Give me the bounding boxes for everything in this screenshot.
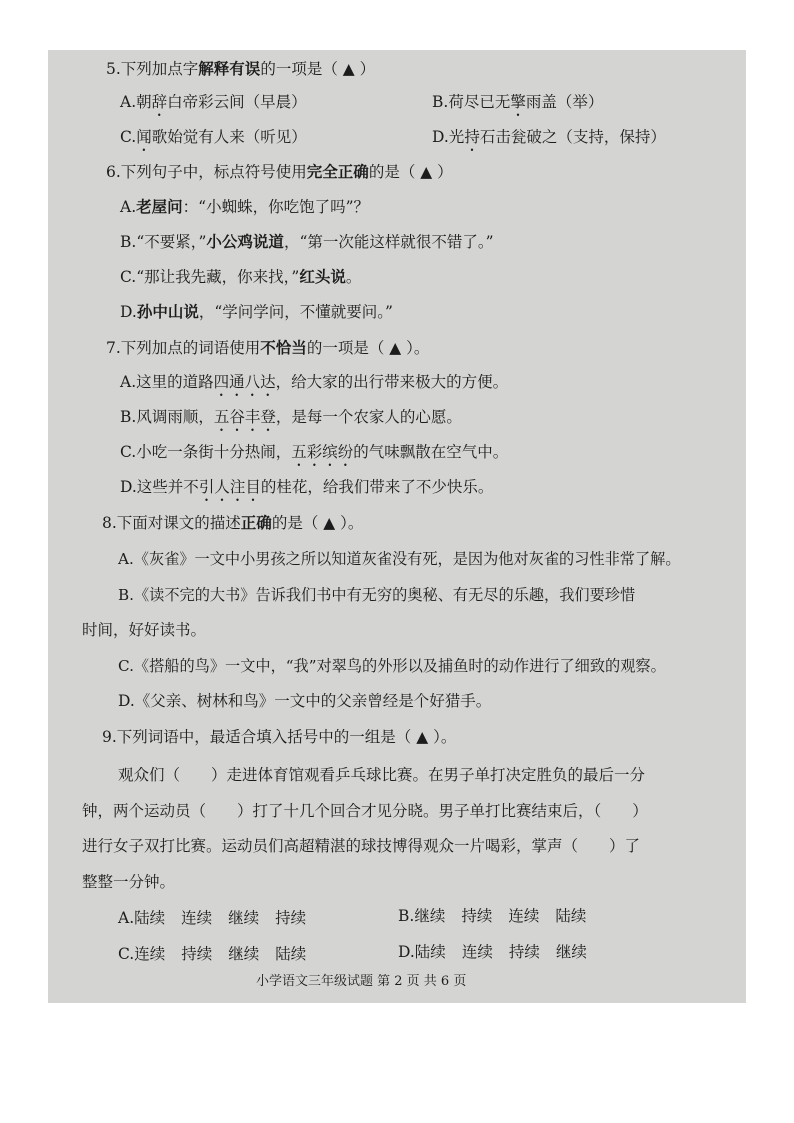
q6-option-d: D.孙中山说，“学问学问，不懂就要问。” xyxy=(120,302,393,321)
question-8-stem: 8.下面对课文的描述正确的是（ ▲ ）。 xyxy=(102,513,364,532)
q8-option-b: B.《读不完的大书》告诉我们书中有无穷的奥秘、有无尽的乐趣，我们要珍惜 xyxy=(118,586,636,604)
q6-option-c: C.“那让我先藏，你来找，”红头说。 xyxy=(120,267,362,286)
q9-passage-line-3: 进行女子双打比赛。运动员们高超精湛的球技博得观众一片喝彩，掌声（ ）了 xyxy=(82,837,641,855)
question-9-stem: 9.下列词语中，最适合填入括号中的一组是（ ▲ ）。 xyxy=(102,728,457,746)
q5-stem-emphasis: 解释有误 xyxy=(198,59,261,78)
q8-option-d: D.《父亲、树林和鸟》一文中的父亲曾经是个好猎手。 xyxy=(118,692,492,710)
q6-option-b: B.“不要紧，”小公鸡说道，“第一次能这样就很不错了。” xyxy=(120,232,494,251)
q5-stem-post: 的一项是（ ▲ ） xyxy=(260,60,376,78)
q6-option-a: A.老屋问：“小蜘蛛，你吃饱了吗”？ xyxy=(120,197,369,216)
question-7-stem: 7.下列加点的词语使用不恰当的一项是（ ▲ ）。 xyxy=(106,338,430,357)
q8-option-c: C.《搭船的鸟》一文中，“我”对翠鸟的外形以及捕鱼时的动作进行了细致的观察。 xyxy=(118,657,666,675)
q5-option-c: C.闻歌始觉有人来（听见） xyxy=(120,128,307,146)
q8-option-b-cont: 时间，好好读书。 xyxy=(82,621,207,639)
q9-option-a: A.陆续 连续 继续 持续 xyxy=(118,909,307,927)
q5-option-b: B.荷尽已无擎雨盖（举） xyxy=(432,93,604,111)
page-footer: 小学语文三年级试题 第 2 页 共 6 页 xyxy=(256,974,467,989)
q9-passage-line-2: 钟，两个运动员（ ）打了十几个回合才见分晓。男子单打比赛结束后，（ ） xyxy=(82,802,648,820)
question-6-stem: 6.下列句子中，标点符号使用完全正确的是（ ▲ ） xyxy=(106,162,453,181)
q9-passage-line-4: 整整一分钟。 xyxy=(82,873,176,891)
q7-option-a: A.这里的道路四通八达，给大家的出行带来极大的方便。 xyxy=(120,373,509,391)
q5-option-d: D.光持石击瓮破之（支持，保持） xyxy=(432,128,666,146)
q7-option-d: D.这些并不引人注目的桂花，给我们带来了不少快乐。 xyxy=(120,478,494,496)
exam-page xyxy=(48,50,746,1003)
q9-option-d: D.陆续 连续 持续 继续 xyxy=(398,943,587,961)
q9-option-b: B.继续 持续 连续 陆续 xyxy=(398,907,587,925)
q9-passage-line-1: 观众们（ ）走进体育馆观看乒乓球比赛。在男子单打决定胜负的最后一分 xyxy=(118,766,646,784)
question-5-stem xyxy=(106,59,375,79)
q7-option-b: B.风调雨顺，五谷丰登，是每一个农家人的心愿。 xyxy=(120,408,462,426)
q5-stem-pre: 5.下列加点字 xyxy=(106,60,199,78)
q5-option-a: A.朝辞白帝彩云间（早晨） xyxy=(120,93,307,111)
q8-option-a: A.《灰雀》一文中小男孩之所以知道灰雀没有死，是因为他对灰雀的习性非常了解。 xyxy=(118,550,681,568)
q7-option-c: C.小吃一条街十分热闹，五彩缤纷的气味飘散在空气中。 xyxy=(120,443,509,461)
q9-option-c: C.连续 持续 继续 陆续 xyxy=(118,945,307,963)
